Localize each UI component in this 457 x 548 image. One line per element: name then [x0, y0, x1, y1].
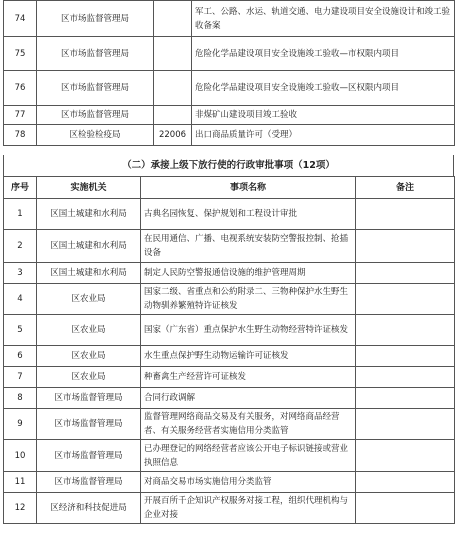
- row-note: [356, 199, 455, 230]
- row-note: [356, 440, 455, 472]
- row-number: 12: [4, 493, 37, 524]
- row-item: 水生重点保护野生动物运输许可证核发: [141, 346, 356, 367]
- row-item: 出口商品质量许可（受理）: [192, 125, 455, 146]
- row-note: [356, 315, 455, 346]
- section-title: （二）承接上级下放行使的行政审批事项（12项）: [3, 155, 454, 176]
- table-row: [4, 37, 455, 71]
- row-agency: 区市场监督管理局: [37, 106, 154, 125]
- table-row: [4, 472, 455, 493]
- row-item: 开展百所千企知识产权服务对接工程，组织代理机构与企业对接: [141, 493, 356, 524]
- row-number: 5: [4, 315, 37, 346]
- row-number: 1: [4, 199, 37, 230]
- table-row: [4, 346, 455, 367]
- row-item: 监督管理网络商品交易及有关服务，对网络商品经营者、有关服务经营者实施信用分类监管: [141, 409, 356, 440]
- table-row: [4, 199, 455, 230]
- table-row: [4, 263, 455, 284]
- row-code: [154, 1, 192, 37]
- row-note: [356, 493, 455, 524]
- upper-table-body: [4, 1, 455, 146]
- row-agency: 区市场监督管理局: [37, 71, 154, 106]
- table-row: [4, 230, 455, 263]
- table-row: [4, 284, 455, 315]
- row-number: 74: [4, 1, 37, 37]
- row-number: 78: [4, 125, 37, 146]
- row-number: 6: [4, 346, 37, 367]
- row-number: 7: [4, 367, 37, 388]
- table-row: [4, 493, 455, 524]
- table-row: [4, 1, 455, 37]
- row-item: 已办理登记的网络经营者应该公开电子标识链接或营业执照信息: [141, 440, 356, 472]
- row-item: 危险化学品建设项目安全设施竣工验收—市权限内项目: [192, 37, 455, 71]
- row-number: 10: [4, 440, 37, 472]
- row-item: 危险化学品建设项目安全设施竣工验收—区权限内项目: [192, 71, 455, 106]
- row-code: 22006: [154, 125, 192, 146]
- upper-table: [3, 0, 455, 146]
- table-row: [4, 440, 455, 472]
- table-row: [4, 388, 455, 409]
- row-agency: 区市场监督管理局: [37, 440, 141, 472]
- row-note: [356, 230, 455, 263]
- row-item: 古典名园恢复、保护规划和工程设计审批: [141, 199, 356, 230]
- row-number: 2: [4, 230, 37, 263]
- row-agency: 区农业局: [37, 284, 141, 315]
- approval-items-table: [3, 176, 455, 524]
- row-agency: 区经济和科技促进局: [37, 493, 141, 524]
- row-item: 国家（广东省）重点保护水生野生动物经营特许证核发: [141, 315, 356, 346]
- row-agency: 区国土城建和水利局: [37, 263, 141, 284]
- row-number: 9: [4, 409, 37, 440]
- row-number: 8: [4, 388, 37, 409]
- row-item: 对商品交易市场实施信用分类监管: [141, 472, 356, 493]
- table-row: [4, 106, 455, 125]
- row-note: [356, 409, 455, 440]
- row-item: 国家二级、省重点和公約附录二、三物种保护水生野生动物驯养繁殖特许证核发: [141, 284, 356, 315]
- row-number: 11: [4, 472, 37, 493]
- row-item: 制定人民防空警报通信设施的维护管理周期: [141, 263, 356, 284]
- row-agency: 区市场监督管理局: [37, 1, 154, 37]
- row-item: 非煤矿山建设项目竣工验收: [192, 106, 455, 125]
- table-header-row: [4, 177, 455, 199]
- row-item: 在民用通信、广播、电视系统安装防空警报控制、抢插设备: [141, 230, 356, 263]
- row-number: 77: [4, 106, 37, 125]
- table-row: [4, 367, 455, 388]
- row-agency: 区农业局: [37, 367, 141, 388]
- row-number: 4: [4, 284, 37, 315]
- row-code: [154, 37, 192, 71]
- row-code: [154, 71, 192, 106]
- row-agency: 区国土城建和水利局: [37, 230, 141, 263]
- row-note: [356, 284, 455, 315]
- header-item: 事项名称: [141, 177, 356, 199]
- row-agency: 区市场监督管理局: [37, 472, 141, 493]
- row-item: 军工、公路、水运、轨道交通、电力建设项目安全设施设计和竣工验收备案: [192, 1, 455, 37]
- row-agency: 区检验检疫局: [37, 125, 154, 146]
- row-agency: 区农业局: [37, 346, 141, 367]
- table-row: [4, 125, 455, 146]
- row-note: [356, 472, 455, 493]
- table-row: [4, 409, 455, 440]
- header-no: 序号: [4, 177, 37, 199]
- row-number: 75: [4, 37, 37, 71]
- header-agency: 实施机关: [37, 177, 141, 199]
- table-row: [4, 315, 455, 346]
- row-code: [154, 106, 192, 125]
- row-note: [356, 263, 455, 284]
- row-note: [356, 346, 455, 367]
- table-row: [4, 71, 455, 106]
- row-number: 76: [4, 71, 37, 106]
- row-agency: 区市场监督管理局: [37, 37, 154, 71]
- approval-items-body: [4, 199, 455, 524]
- row-note: [356, 388, 455, 409]
- row-agency: 区国土城建和水利局: [37, 199, 141, 230]
- row-note: [356, 367, 455, 388]
- row-agency: 区市场监督管理局: [37, 409, 141, 440]
- row-item: 合同行政调解: [141, 388, 356, 409]
- row-item: 种畜禽生产经营许可证核发: [141, 367, 356, 388]
- row-agency: 区农业局: [37, 315, 141, 346]
- row-number: 3: [4, 263, 37, 284]
- row-agency: 区市场监督管理局: [37, 388, 141, 409]
- header-note: 备注: [356, 177, 455, 199]
